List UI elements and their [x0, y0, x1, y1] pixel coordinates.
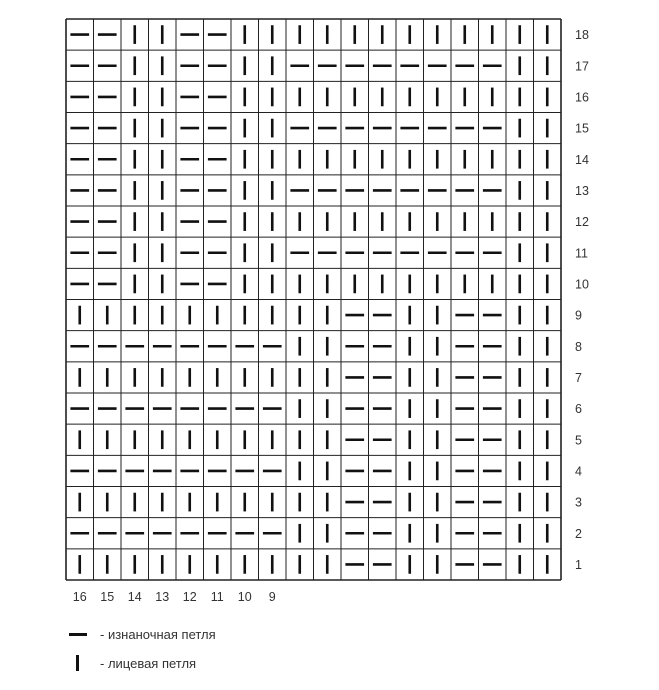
- row-number-label: 15: [575, 121, 589, 136]
- row-number-label: 12: [575, 215, 589, 230]
- column-number-label: 12: [182, 590, 197, 604]
- legend-knit-label: - лицевая петля: [100, 655, 197, 671]
- row-number-label: 13: [575, 183, 589, 198]
- row-number-label: 10: [575, 277, 589, 292]
- row-number-label: 6: [575, 402, 582, 417]
- legend-knit: [66, 655, 196, 671]
- row-number-label: 3: [575, 495, 582, 510]
- row-number-label: 16: [575, 90, 589, 105]
- purl-symbol-icon: [66, 626, 92, 642]
- column-number-label: 13: [155, 590, 170, 604]
- column-number-label: 14: [127, 590, 142, 604]
- column-number-label: 11: [210, 590, 224, 604]
- row-number-label: 14: [575, 152, 589, 167]
- column-number-label: 16: [72, 590, 87, 604]
- row-number-label: 7: [575, 370, 582, 385]
- column-number-label: 10: [237, 590, 252, 604]
- row-number-label: 18: [575, 28, 589, 43]
- row-number-label: 8: [575, 339, 582, 354]
- row-number-label: 9: [575, 308, 582, 323]
- knit-symbol-icon: [66, 655, 92, 671]
- legend-purl: [66, 626, 216, 642]
- row-number-label: 11: [575, 246, 588, 261]
- row-number-label: 1: [575, 557, 582, 572]
- legend-purl-label: - изнаночная петля: [100, 626, 216, 642]
- row-number-label: 5: [575, 433, 582, 448]
- column-number-label: 9: [268, 590, 276, 604]
- row-number-label: 2: [575, 526, 582, 541]
- row-number-label: 17: [575, 59, 589, 74]
- row-number-label: 4: [575, 464, 582, 479]
- column-number-label: 15: [100, 590, 115, 604]
